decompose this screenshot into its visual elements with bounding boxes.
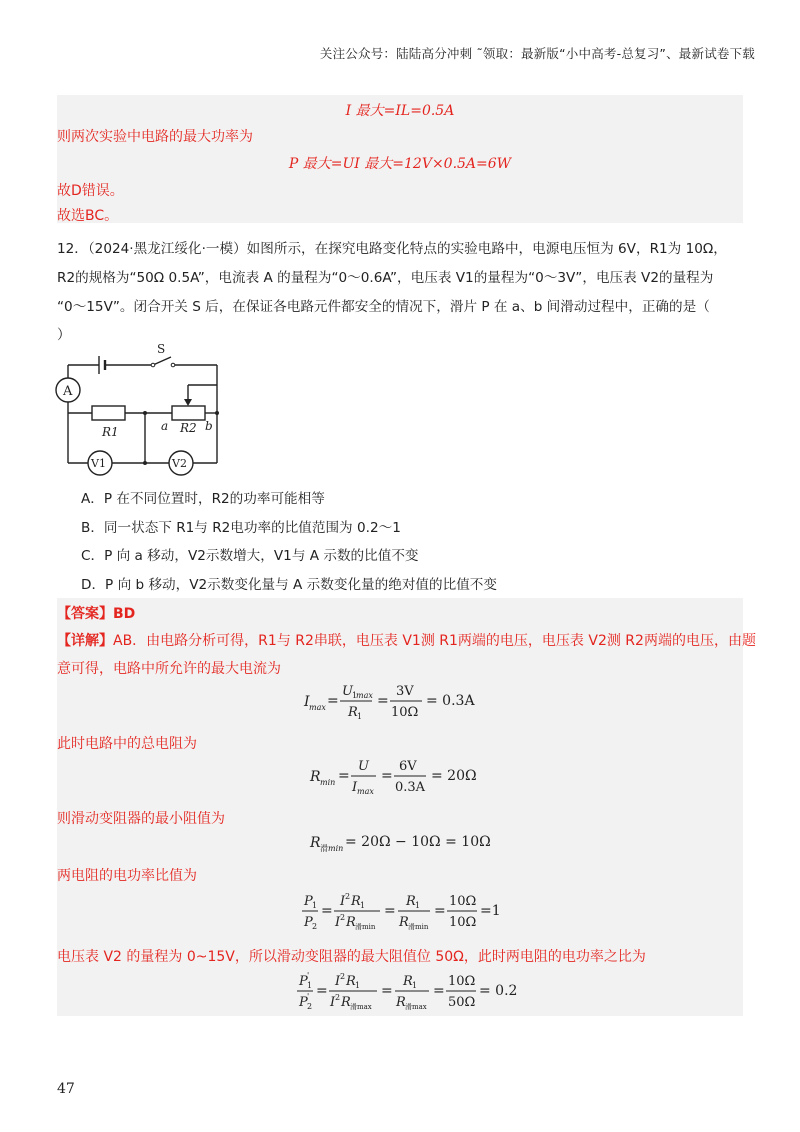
svg-text:=: = xyxy=(321,903,333,919)
formula-min-resistance xyxy=(57,751,743,805)
svg-text:U: U xyxy=(358,759,369,774)
text-d-wrong: 故D错误。 xyxy=(57,183,124,199)
svg-text:=: = xyxy=(381,983,393,999)
svg-text:min: min xyxy=(320,778,336,787)
svg-text:P: P xyxy=(299,974,308,989)
svg-text:R: R xyxy=(346,974,356,989)
svg-text:=: = xyxy=(381,768,393,784)
svg-text:滑max: 滑max xyxy=(405,1003,427,1011)
svg-text:R: R xyxy=(399,915,409,930)
junction-dot xyxy=(143,411,147,415)
svg-text:3V: 3V xyxy=(396,684,414,699)
switch-pivot xyxy=(151,363,155,367)
svg-text:= 20Ω: = 20Ω xyxy=(431,768,477,784)
svg-text:50Ω: 50Ω xyxy=(448,995,476,1010)
explanation-line-6: 电压表 V2 的量程为 0~15V，所以滑动变阻器的最大阻值位 50Ω，此时两电阻的电功率之比为 xyxy=(57,949,646,965)
svg-text:=: = xyxy=(433,983,445,999)
svg-text:P: P xyxy=(299,995,308,1010)
answer-label: 【答案】 xyxy=(57,606,113,622)
equation-max-power: P 最大=UI 最大=12V×0.5A=6W xyxy=(288,156,512,172)
formula-min-resistance-render xyxy=(300,751,500,801)
svg-text:R: R xyxy=(406,894,416,909)
svg-text:2: 2 xyxy=(340,972,346,981)
svg-text:2: 2 xyxy=(340,913,346,922)
svg-text:10Ω: 10Ω xyxy=(391,705,419,720)
svg-text:6V: 6V xyxy=(399,759,417,774)
option-a: A．P 在不同位置时，R2的功率可能相等 xyxy=(81,491,325,507)
svg-text:滑max: 滑max xyxy=(350,1003,372,1011)
b-label: b xyxy=(205,419,213,433)
answer-value: BD xyxy=(113,606,136,622)
svg-text:2: 2 xyxy=(312,922,318,931)
svg-text:=: = xyxy=(377,693,389,709)
r1-label: R1 xyxy=(102,425,119,439)
previous-solution-block xyxy=(57,95,743,223)
rheostat-r2 xyxy=(172,406,205,420)
svg-text:I: I xyxy=(304,694,310,710)
svg-text:2: 2 xyxy=(307,1002,313,1011)
svg-text:1: 1 xyxy=(312,901,318,910)
resistor-r1 xyxy=(92,406,125,420)
formula-max-current-render xyxy=(300,676,500,726)
slider-arrow-head xyxy=(184,399,192,406)
svg-text:= 0.2: = 0.2 xyxy=(479,983,518,999)
svg-text:max: max xyxy=(309,703,326,712)
explanation-line-5: 两电阻的电功率比值为 xyxy=(57,868,197,884)
question-line-2: R2的规格为“50Ω 0.5A”，电流表 A 的量程为“0～0.6A”，电压表 V1的量程为“0～3V”，电压表 V2的量程为 xyxy=(57,270,714,286)
page-header: 关注公众号：陆陆高分冲刺 ˜领取：最新版“小中高考-总复习”、最新试卷下载 xyxy=(319,46,755,61)
svg-text:2: 2 xyxy=(345,892,351,901)
question-line-4: ） xyxy=(57,327,71,343)
svg-text:1: 1 xyxy=(412,981,418,990)
svg-text:R: R xyxy=(396,995,406,1010)
svg-text:R: R xyxy=(403,974,413,989)
svg-text:10Ω: 10Ω xyxy=(448,974,476,989)
svg-text:=1: =1 xyxy=(480,903,501,919)
svg-text:1: 1 xyxy=(415,901,421,910)
a-label: a xyxy=(161,419,169,433)
circuit-diagram xyxy=(55,343,225,478)
r2-label: R2 xyxy=(180,421,197,435)
svg-text:10Ω: 10Ω xyxy=(449,915,477,930)
v2-label: V2 xyxy=(172,457,187,470)
junction-dot xyxy=(143,461,147,465)
svg-text:R: R xyxy=(310,769,321,785)
explanation-line-1: 【详解】AB．由电路分析可得，R1与 R2串联，电压表 V1测 R1两端的电压，电压表 V2测 R2两端的电压，由题 xyxy=(57,633,756,649)
svg-text:max: max xyxy=(357,787,374,796)
switch-label: S xyxy=(157,342,166,356)
svg-text:I: I xyxy=(330,995,336,1010)
junction-dot xyxy=(215,411,219,415)
switch-contact xyxy=(171,363,175,367)
svg-text:1: 1 xyxy=(355,981,361,990)
option-c: C．P 向 a 移动，V2示数增大，V1与 A 示数的比值不变 xyxy=(81,548,419,564)
svg-text:=: = xyxy=(338,768,350,784)
svg-text:P: P xyxy=(304,915,313,930)
ammeter-label: A xyxy=(63,384,73,399)
svg-text:滑min: 滑min xyxy=(408,923,429,931)
formula-power-ratio-2-render xyxy=(295,966,518,1016)
text-max-power-intro: 则两次实验中电路的最大功率为 xyxy=(57,129,253,145)
explanation-line-4: 则滑动变阻器的最小阻值为 xyxy=(57,811,225,827)
svg-text:=: = xyxy=(384,903,396,919)
svg-text:0.3A: 0.3A xyxy=(395,780,426,795)
svg-text:U: U xyxy=(342,684,353,699)
svg-text:R: R xyxy=(346,915,356,930)
formula-power-ratio-1-render xyxy=(300,886,500,936)
svg-text:max: max xyxy=(356,691,373,700)
text-choose-bc: 故选BC。 xyxy=(57,208,119,224)
option-d: D．P 向 b 移动，V2示数变化量与 A 示数变化量的绝对值的比值不变 xyxy=(81,577,497,593)
v1-label: V1 xyxy=(91,457,106,470)
svg-text:': ' xyxy=(307,992,310,1001)
svg-text:= 20Ω − 10Ω = 10Ω: = 20Ω − 10Ω = 10Ω xyxy=(345,834,491,850)
svg-text:min: min xyxy=(328,844,344,853)
svg-text:=: = xyxy=(316,983,328,999)
formula-max-current xyxy=(57,676,743,730)
svg-text:= 0.3A: = 0.3A xyxy=(426,693,475,709)
solution-block xyxy=(57,598,756,1016)
svg-text:R: R xyxy=(348,705,358,720)
formula-min-rheostat xyxy=(57,828,743,862)
svg-text:I: I xyxy=(340,894,346,909)
svg-text:': ' xyxy=(307,971,310,980)
svg-text:10Ω: 10Ω xyxy=(449,894,477,909)
explanation-line-2: 意可得，电路中所允许的最大电流为 xyxy=(57,661,281,677)
svg-text:=: = xyxy=(434,903,446,919)
page-number: 47 xyxy=(57,1081,75,1097)
svg-text:R: R xyxy=(310,835,321,851)
svg-text:1: 1 xyxy=(352,691,358,700)
svg-text:I: I xyxy=(335,974,341,989)
svg-text:1: 1 xyxy=(357,712,363,721)
explanation-label: 【详解】 xyxy=(57,633,113,649)
svg-text:=: = xyxy=(327,693,339,709)
svg-text:1: 1 xyxy=(360,901,366,910)
answer-line xyxy=(57,603,135,623)
svg-text:1: 1 xyxy=(307,981,313,990)
formula-power-ratio-2 xyxy=(57,966,743,1020)
option-b: B．同一状态下 R1与 R2电功率的比值范围为 0.2～1 xyxy=(81,520,401,536)
svg-text:I: I xyxy=(352,780,358,795)
switch-blade xyxy=(153,357,171,365)
svg-text:滑: 滑 xyxy=(320,844,328,853)
question-line-3: “0～15V”。闭合开关 S 后，在保证各电路元件都安全的情况下，滑片 P 在 a、b 间滑动过程中，正确的是（ xyxy=(57,299,710,315)
formula-power-ratio-1 xyxy=(57,886,743,940)
explanation-line-3: 此时电路中的总电阻为 xyxy=(57,736,197,752)
svg-text:R: R xyxy=(341,995,351,1010)
formula-min-rheostat-render xyxy=(300,828,500,858)
svg-text:2: 2 xyxy=(335,993,341,1002)
svg-text:滑min: 滑min xyxy=(355,923,376,931)
svg-text:P: P xyxy=(304,894,313,909)
svg-text:I: I xyxy=(335,915,341,930)
question-line-1: 12．（2024·黑龙江绥化·一模）如图所示，在探究电路变化特点的实验电路中，电源电压恒为 6V，R1为 10Ω， xyxy=(57,241,727,257)
equation-max-current: I 最大=IL=0.5A xyxy=(345,103,455,119)
svg-text:R: R xyxy=(351,894,361,909)
